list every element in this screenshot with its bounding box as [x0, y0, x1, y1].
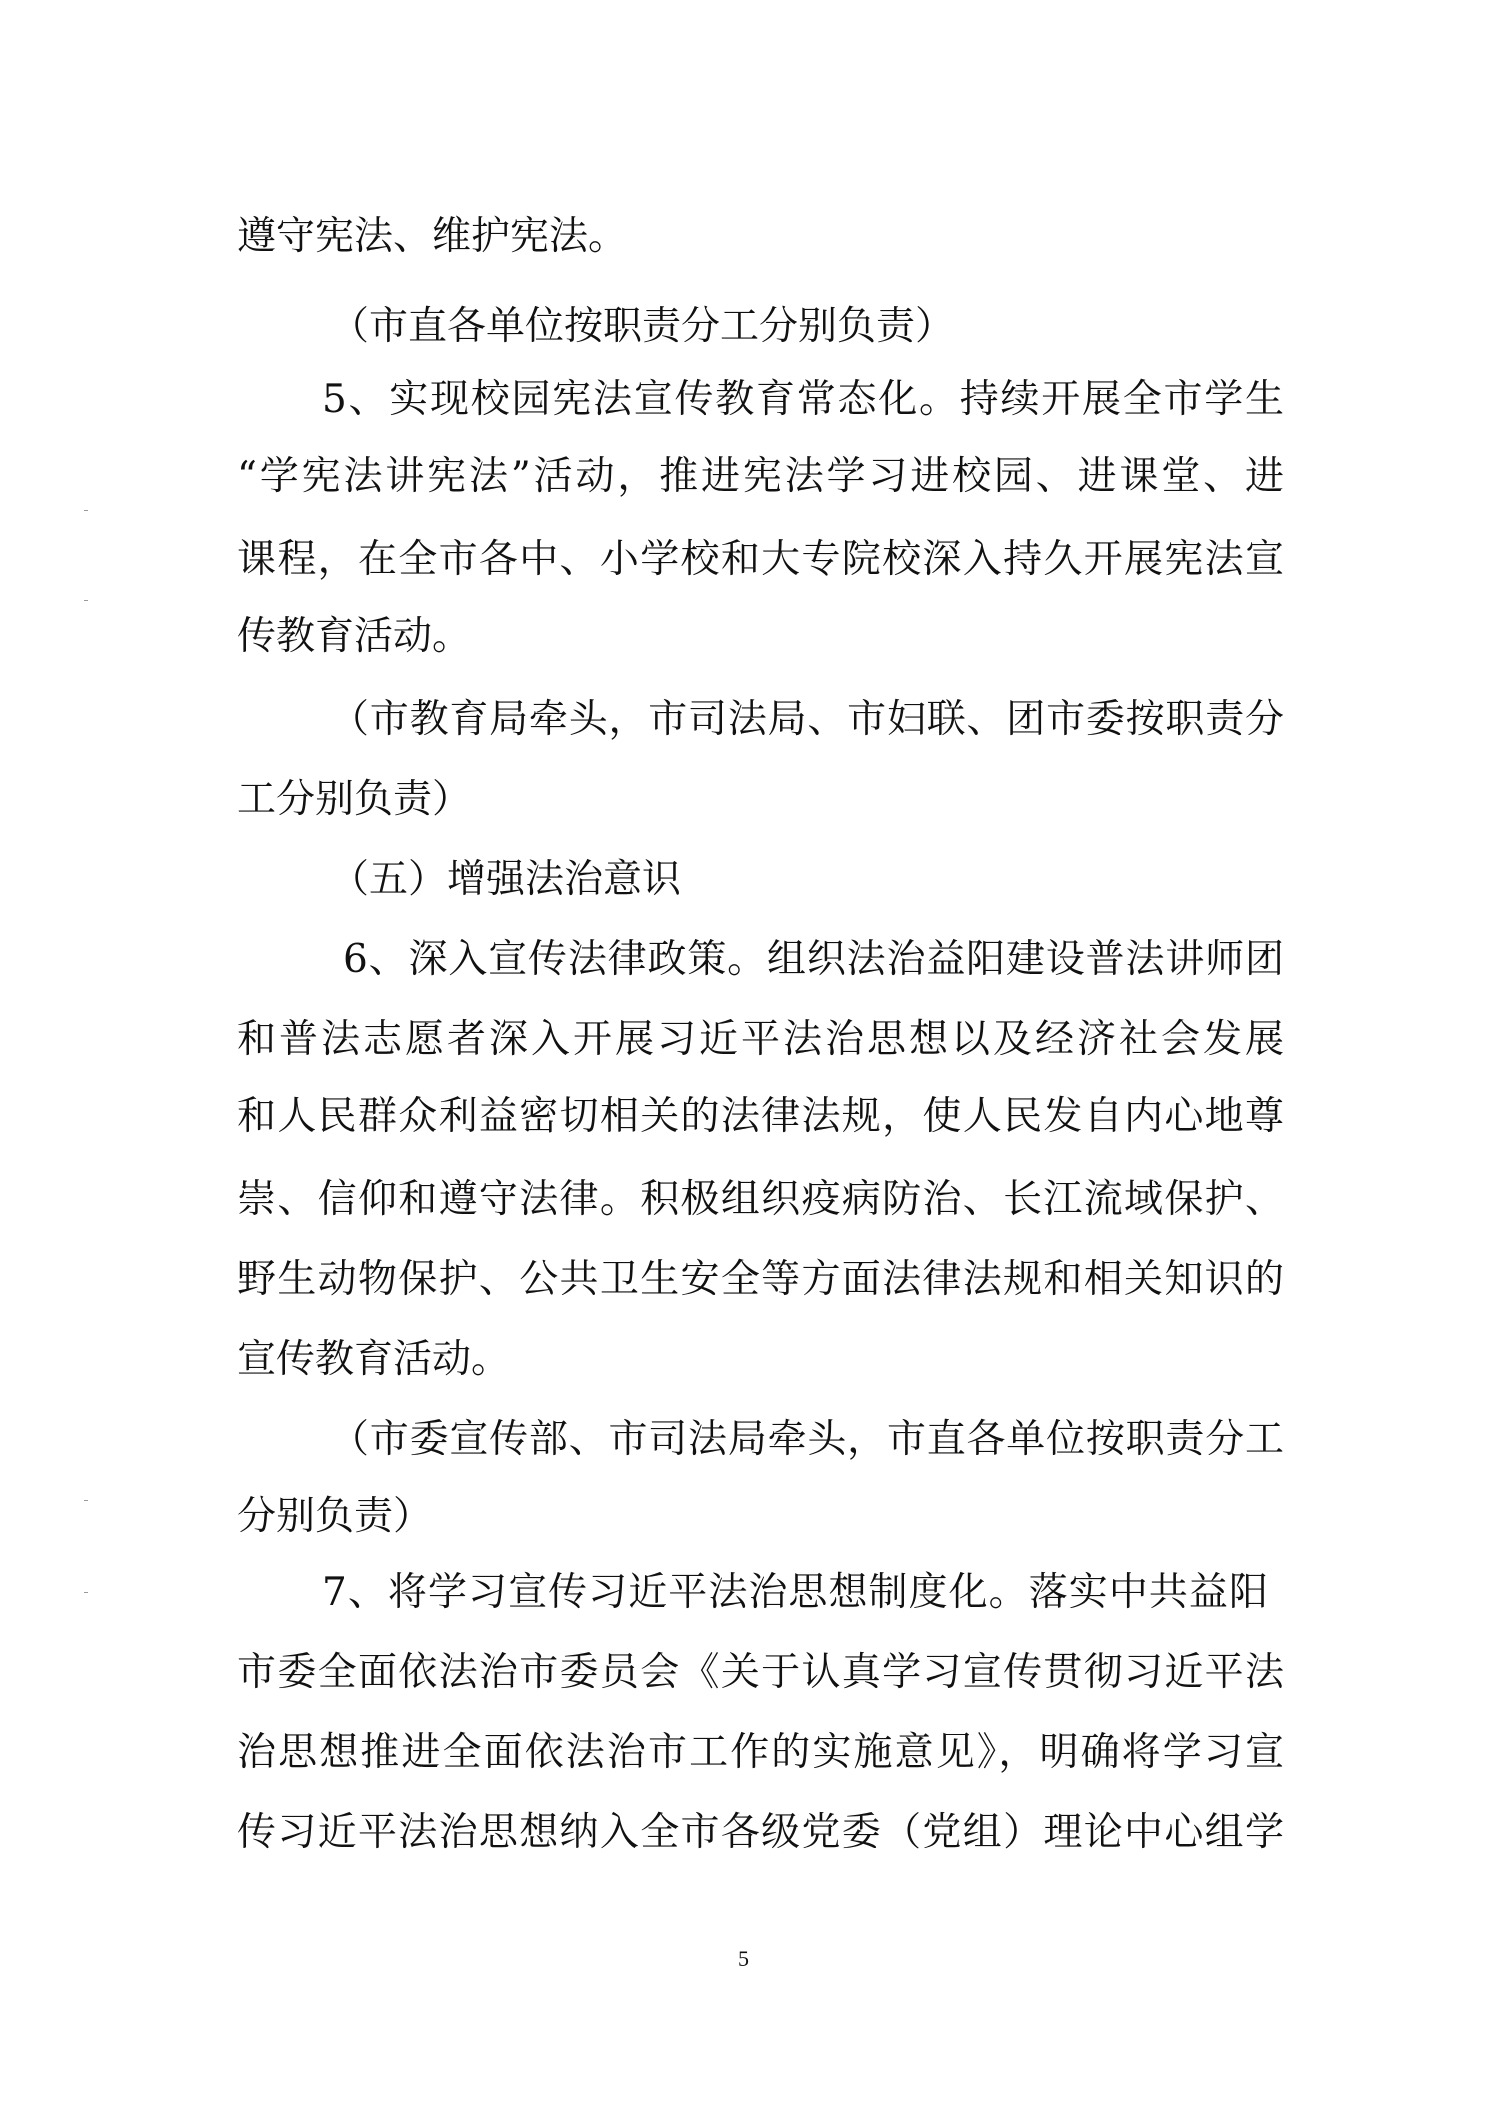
item-heading-7: 7、将学习宣传习近平法治思想制度化。落实中共益阳	[322, 1570, 1268, 1615]
scan-mark	[84, 600, 88, 601]
page-number: 5	[738, 1946, 749, 1971]
text-line: 和普法志愿者深入开展习近平法治思想以及经济社会发展	[237, 1017, 1284, 1062]
text-line: 传习近平法治思想纳入全市各级党委（党组）理论中心组学	[237, 1810, 1284, 1855]
item-heading-6: 6、深入宣传法律政策。组织法治益阳建设普法讲师团	[343, 937, 1284, 982]
responsibility-note: （市教育局牵头，市司法局、市妇联、团市委按职责分	[330, 697, 1284, 742]
scan-mark	[84, 510, 88, 511]
text-line: 和人民群众利益密切相关的法律法规，使人民发自内心地尊	[237, 1094, 1284, 1139]
scan-mark	[84, 1592, 88, 1593]
text-line: 课程，在全市各中、小学校和大专院校深入持久开展宪法宣	[237, 537, 1284, 582]
responsibility-note: 分别负责）	[237, 1494, 433, 1539]
responsibility-note: （市直各单位按职责分工分别负责）	[330, 304, 955, 349]
text-line: 治思想推进全面依法治市工作的实施意见》，明确将学习宣	[237, 1730, 1284, 1775]
text-line: 遵守宪法、维护宪法。	[237, 214, 628, 259]
scan-mark	[84, 1500, 88, 1501]
text-line: 宣传教育活动。	[237, 1337, 511, 1382]
item-heading-5: 5、实现校园宪法宣传教育常态化。持续开展全市学生	[322, 377, 1284, 422]
text-line: 传教育活动。	[237, 614, 472, 659]
responsibility-note: 工分别负责）	[237, 777, 472, 822]
responsibility-note: （市委宣传部、市司法局牵头，市直各单位按职责分工	[330, 1417, 1284, 1462]
text-line: 崇、信仰和遵守法律。积极组织疫病防治、长江流域保护、	[237, 1177, 1284, 1222]
section-heading: （五）增强法治意识	[330, 857, 682, 902]
text-line: “学宪法讲宪法”活动，推进宪法学习进校园、进课堂、进	[237, 454, 1284, 499]
text-line: 市委全面依法治市委员会《关于认真学习宣传贯彻习近平法	[237, 1650, 1284, 1695]
text-line: 野生动物保护、公共卫生安全等方面法律法规和相关知识的	[237, 1257, 1284, 1302]
